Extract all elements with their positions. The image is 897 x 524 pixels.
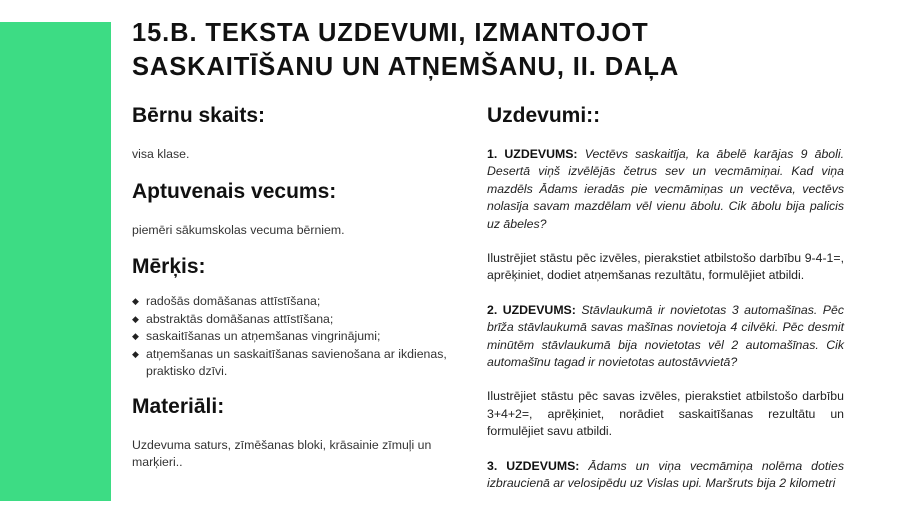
task-label: 3. UZDEVUMS: [487,458,589,473]
children-count-heading: Bērnu skaits: [132,104,266,127]
children-count-value: visa klase. [132,147,190,161]
age-heading: Aptuvenais vecums: [132,179,337,203]
task-story: Stāvlaukumā ir novietotas 3 automašīnas. Pēc brīža stāvlaukumā savas mašīnas novietoja 4 cilvēki. Pēc desmit minūtēm stāvlaukumā bija novietotas vēl 2 automašīnas. Cik automašīnu tagad ir novietotas autostāvvietā? [487,302,845,370]
task-label: 1. UZDEVUMS: [487,147,585,161]
task-story: Vectēvs saskaitīja, ka ābelē karājas 9 āboli. Desertā viņš izvēlējās četrus sev un vecmāmiņai. Kad viņa mazdēls Ādams ieradās pie vecmāmiņas un vectēva, vectēvs nolasīja savam mazdēlam vēl vienu ābolu. Cik ābolu bija palicis uz ābeles? [487,147,845,231]
task-1 [487,146,844,233]
goals-list [132,293,474,381]
tasks-heading: Uzdevumi:: [487,104,601,127]
task-instruction: Ilustrējiet stāstu pēc izvēles, pierakstiet atbilstošo darbību 9-4-1=, aprēķiniet, dodiet atņemšanas rezultātu, formulējiet atbildi. [487,251,844,283]
info-column [132,102,474,472]
goal-item: ◆ abstraktās domāšanas attīstīšana; [132,311,474,329]
materials-heading: Materiāli: [132,394,225,418]
task-instruction: Ilustrējiet stāstu pēc savas izvēles, pierakstiet atbilstošo darbību 3+4+2=, aprēķiniet, norādiet saskaitīšanas rezultātu un formulējiet savu atbildi. [487,389,844,439]
task-2 [487,302,844,372]
task-label: 2. UZDEVUMS: [487,302,582,317]
task-3 [487,458,844,493]
accent-bar [0,22,111,501]
goal-item: ◆ radošās domāšanas attīstīšana; [132,293,474,311]
goal-item: ◆ saskaitīšanas un atņemšanas vingrinājumi; [132,328,474,346]
task-story: Ādams un viņa vecmāmiņa nolēma doties izbraucienā ar velosipēdu uz Vislas upi. Maršruts bija 2 kilometri [487,458,844,491]
materials-value: Uzdevuma saturs, zīmēšanas bloki, krāsainie zīmuļi un marķieri.. [132,437,432,469]
goals-heading: Mērķis: [132,255,206,278]
page-title: 15.B. TEKSTA UZDEVUMI, IZMANTOJOT SASKAITĪŠANU UN ATŅEMŠANU, II. DAĻA [132,19,680,81]
age-value: piemēri sākumskolas vecuma bērniem. [132,222,345,237]
goal-item: ◆ atņemšanas un saskaitīšanas savienošana ar ikdienas, praktisko dzīvi. [132,346,474,381]
tasks-column [487,102,844,493]
